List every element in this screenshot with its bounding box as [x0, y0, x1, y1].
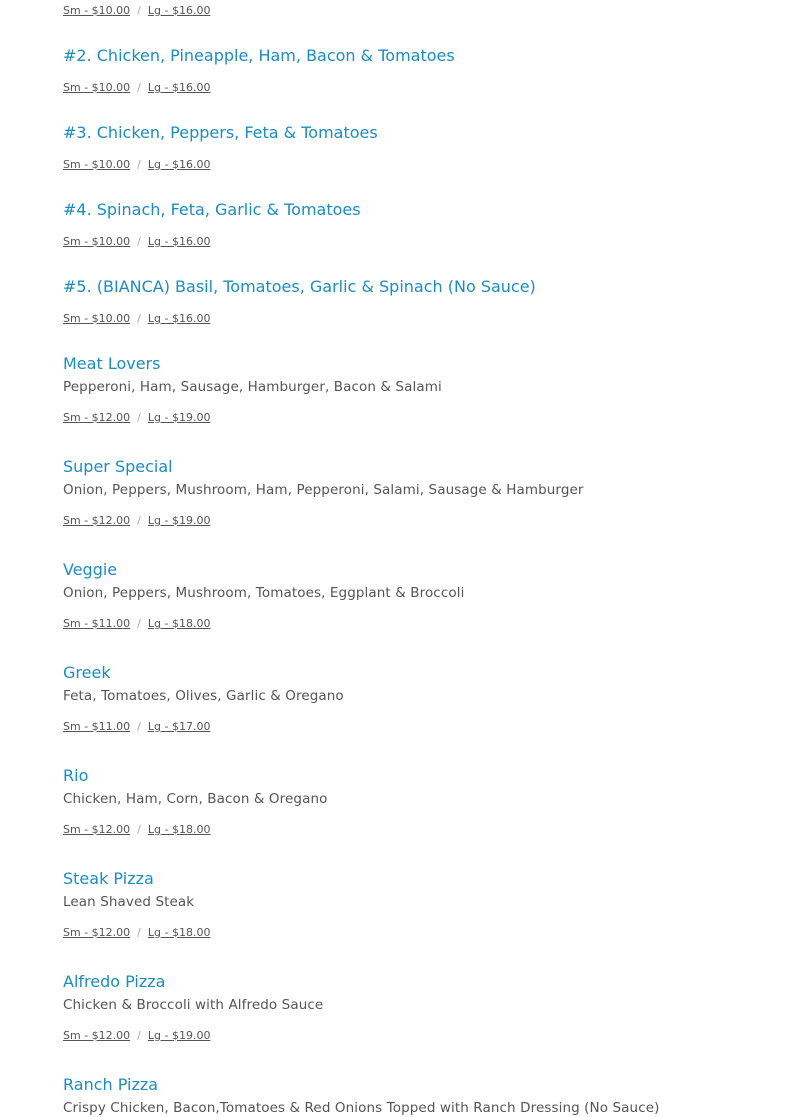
price-large-link[interactable]: Lg - $17.00	[147, 720, 211, 733]
item-title: #4. Spinach, Feta, Garlic & Tomatoes	[63, 200, 361, 219]
menu-item	[63, 123, 378, 172]
price-separator: /	[137, 81, 141, 94]
menu-item	[63, 869, 210, 940]
item-title: Alfredo Pizza	[63, 972, 166, 991]
price-large-link[interactable]: Lg - $18.00	[147, 823, 211, 836]
item-title: Super Special	[63, 457, 173, 476]
price-large-link[interactable]: Lg - $16.00	[147, 312, 211, 325]
item-title: Veggie	[63, 560, 118, 579]
item-description: Crispy Chicken, Bacon,Tomatoes & Red Onions Topped with Ranch Dressing (No Sauce)	[63, 1100, 660, 1116]
price-large-link[interactable]: Lg - $19.00	[147, 514, 211, 527]
menu-item	[63, 766, 327, 837]
price-row	[63, 312, 536, 326]
price-separator: /	[137, 1029, 141, 1042]
item-title: #2. Chicken, Pineapple, Ham, Bacon & Tomatoes	[63, 46, 455, 65]
price-large-link[interactable]: Lg - $18.00	[147, 617, 211, 630]
price-small-link[interactable]: Sm - $10.00	[63, 235, 131, 248]
price-separator: /	[137, 823, 141, 836]
price-separator: /	[137, 235, 141, 248]
price-separator: /	[137, 720, 141, 733]
price-small-link[interactable]: Sm - $12.00	[63, 411, 131, 424]
price-large-link[interactable]: Lg - $16.00	[147, 4, 211, 17]
price-small-link[interactable]: Sm - $11.00	[63, 617, 131, 630]
item-description: Lean Shaved Steak	[63, 894, 195, 910]
price-separator: /	[137, 617, 141, 630]
menu-item	[63, 354, 442, 425]
menu-item	[63, 277, 536, 326]
item-title: Steak Pizza	[63, 869, 154, 888]
price-row	[63, 158, 378, 172]
price-separator: /	[137, 514, 141, 527]
price-small-link[interactable]: Sm - $12.00	[63, 514, 131, 527]
price-separator: /	[137, 4, 141, 17]
item-title: Rio	[63, 766, 89, 785]
item-description: Onion, Peppers, Mushroom, Ham, Pepperoni, Salami, Sausage & Hamburger	[63, 482, 584, 498]
price-row	[63, 823, 327, 837]
price-small-link[interactable]: Sm - $12.00	[63, 823, 131, 836]
menu-item	[63, 972, 323, 1043]
item-description: Onion, Peppers, Mushroom, Tomatoes, Eggplant & Broccoli	[63, 585, 465, 601]
price-small-link[interactable]: Sm - $10.00	[63, 158, 131, 171]
price-separator: /	[137, 158, 141, 171]
price-small-link[interactable]: Sm - $12.00	[63, 926, 131, 939]
price-separator: /	[137, 926, 141, 939]
price-row	[63, 235, 361, 249]
price-row	[63, 1029, 323, 1043]
price-large-link[interactable]: Lg - $16.00	[147, 235, 211, 248]
price-row	[63, 926, 210, 940]
price-separator: /	[137, 411, 141, 424]
item-title: #5. (BIANCA) Basil, Tomatoes, Garlic & Spinach (No Sauce)	[63, 277, 536, 296]
item-title: Ranch Pizza	[63, 1075, 159, 1094]
price-row	[63, 4, 210, 18]
item-description: Pepperoni, Ham, Sausage, Hamburger, Bacon & Salami	[63, 379, 442, 395]
menu-item	[63, 200, 361, 249]
price-small-link[interactable]: Sm - $12.00	[63, 1029, 131, 1042]
item-description: Chicken & Broccoli with Alfredo Sauce	[63, 997, 324, 1013]
menu-item	[63, 663, 344, 734]
price-row	[63, 720, 344, 734]
item-title: #3. Chicken, Peppers, Feta & Tomatoes	[63, 123, 378, 142]
price-large-link[interactable]: Lg - $19.00	[147, 1029, 211, 1042]
price-small-link[interactable]: Sm - $10.00	[63, 4, 131, 17]
price-large-link[interactable]: Lg - $16.00	[147, 81, 211, 94]
menu-item	[63, 4, 210, 18]
item-title: Greek	[63, 663, 111, 682]
price-row	[63, 411, 442, 425]
price-small-link[interactable]: Sm - $10.00	[63, 81, 131, 94]
price-row	[63, 514, 584, 528]
price-small-link[interactable]: Sm - $10.00	[63, 312, 131, 325]
price-small-link[interactable]: Sm - $11.00	[63, 720, 131, 733]
menu-item	[63, 457, 584, 528]
price-large-link[interactable]: Lg - $19.00	[147, 411, 211, 424]
menu-item	[63, 1075, 660, 1117]
price-separator: /	[137, 312, 141, 325]
item-description: Feta, Tomatoes, Olives, Garlic & Oregano	[63, 688, 344, 704]
price-row	[63, 617, 464, 631]
menu-item	[63, 46, 455, 95]
item-title: Meat Lovers	[63, 354, 161, 373]
price-row	[63, 81, 455, 95]
menu-item	[63, 560, 464, 631]
price-large-link[interactable]: Lg - $18.00	[147, 926, 211, 939]
item-description: Chicken, Ham, Corn, Bacon & Oregano	[63, 791, 328, 807]
price-large-link[interactable]: Lg - $16.00	[147, 158, 211, 171]
